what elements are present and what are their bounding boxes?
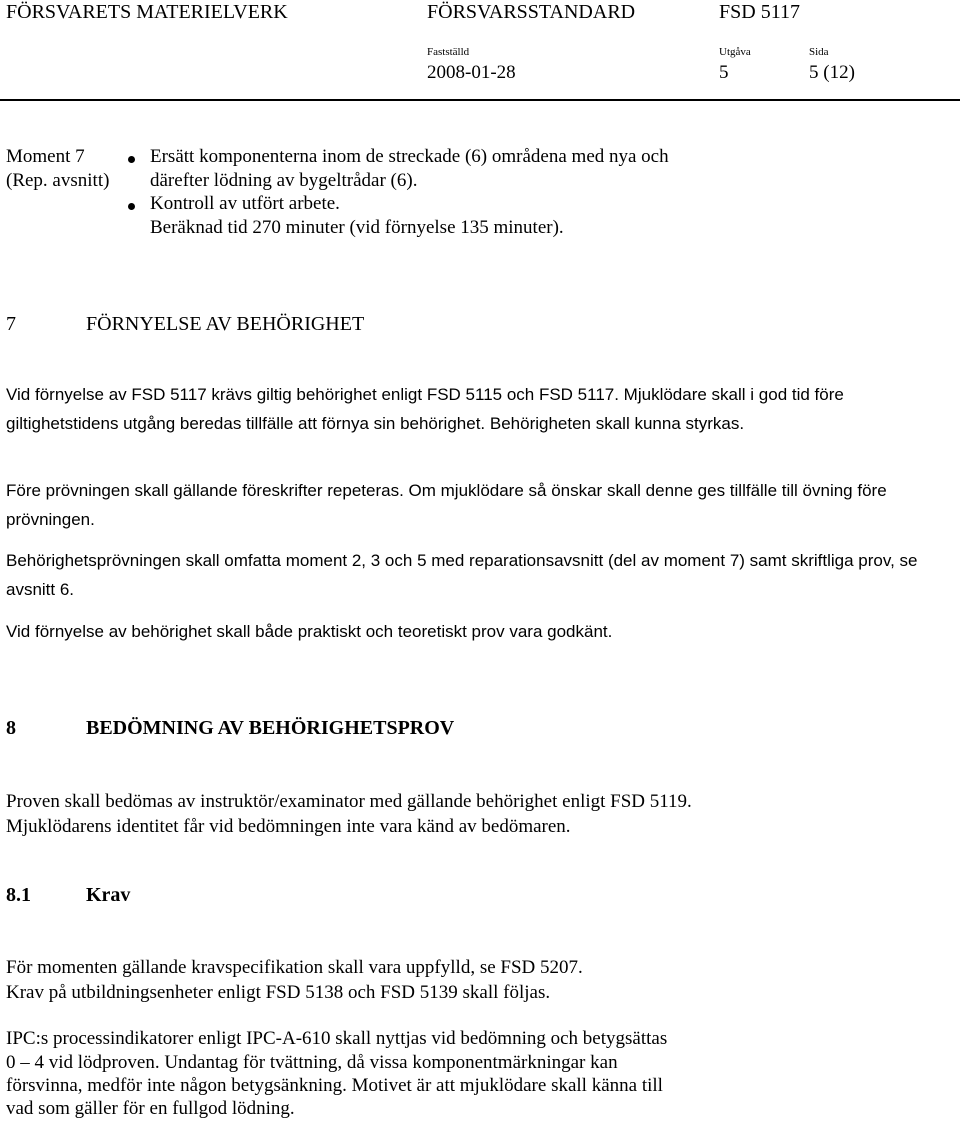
- section8-p1-line2: Mjuklödarens identitet får vid bedömningen inte vara känd av bedömaren.: [6, 816, 571, 837]
- header-rule: [0, 99, 960, 101]
- bullet1-line2: därefter lödning av bygeltrådar (6).: [150, 170, 418, 191]
- section81-number: 8.1: [6, 884, 31, 906]
- header-date-label: Fastställd: [427, 46, 470, 58]
- section81-p1-line2: Krav på utbildningsenheter enligt FSD 5138 och FSD 5139 skall följas.: [6, 982, 551, 1003]
- moment-label-line2: (Rep. avsnitt): [6, 170, 110, 191]
- header-date-value: 2008-01-28: [427, 62, 516, 83]
- section7-paragraph-3: Behörighetsprövningen skall omfatta moment 2, 3 och 5 med reparationsavsnitt (del av moment 7) samt skriftliga prov, se avsnitt 6.: [6, 551, 918, 599]
- header-page-value: 5 (12): [809, 62, 855, 83]
- section7-paragraph-1: Vid förnyelse av FSD 5117 krävs giltig behörighet enligt FSD 5115 och FSD 5117. Mjuklödare skall i god tid före giltighetstidens utgång beredas tillfälle att förnya sin behörighet. Behörigheten skall kunna styrkas.: [6, 385, 844, 433]
- section7-number: 7: [6, 313, 16, 335]
- section7-title: FÖRNYELSE AV BEHÖRIGHET: [86, 313, 365, 335]
- header-standard: FÖRSVARSSTANDARD: [427, 1, 636, 23]
- header-page-label: Sida: [809, 46, 829, 58]
- section81-p1-line1: För momenten gällande kravspecifikation skall vara uppfylld, se FSD 5207.: [6, 957, 583, 978]
- header-edition-value: 5: [719, 62, 729, 83]
- section81-p2-line3: försvinna, medför inte någon betygsänkning. Motivet är att mjuklödare skall känna till: [6, 1075, 663, 1096]
- section8-title: BEDÖMNING AV BEHÖRIGHETSPROV: [86, 717, 455, 739]
- section8-p1-line1: Proven skall bedömas av instruktör/examinator med gällande behörighet enligt FSD 5119.: [6, 791, 692, 812]
- bullet-icon: [128, 156, 135, 163]
- bullet-icon: [128, 203, 135, 210]
- section81-p2-line4: vad som gäller för en fullgod lödning.: [6, 1098, 295, 1119]
- section7-paragraph-4: Vid förnyelse av behörighet skall både praktiskt och teoretiskt prov vara godkänt.: [6, 622, 613, 641]
- section81-p2-line2: 0 – 4 vid lödproven. Undantag för tvättning, då vissa komponentmärkningar kan: [6, 1052, 618, 1073]
- bullet2-line1: Kontroll av utfört arbete.: [150, 193, 340, 214]
- section81-title: Krav: [86, 884, 131, 906]
- header-doc-id: FSD 5117: [719, 1, 800, 23]
- section8-number: 8: [6, 717, 16, 739]
- bullet2-line2: Beräknad tid 270 minuter (vid förnyelse 135 minuter).: [150, 217, 564, 238]
- bullet1-line1: Ersätt komponenterna inom de streckade (6) områdena med nya och: [150, 146, 669, 167]
- header-edition-label: Utgåva: [719, 46, 751, 58]
- section7-paragraph-2: Före prövningen skall gällande föreskrifter repeteras. Om mjuklödare så önskar skall denne ges tillfälle till övning före prövningen.: [6, 481, 887, 529]
- moment-label-line1: Moment 7: [6, 146, 85, 167]
- header-org: FÖRSVARETS MATERIELVERK: [6, 1, 288, 23]
- section81-p2-line1: IPC:s processindikatorer enligt IPC-A-610 skall nyttjas vid bedömning och betygsättas: [6, 1028, 668, 1049]
